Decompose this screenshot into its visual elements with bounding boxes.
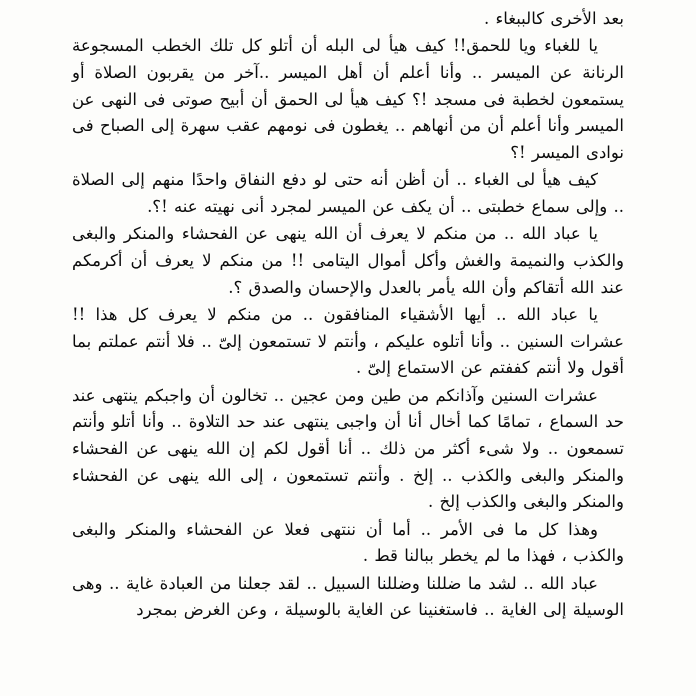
- paragraph-3: يا عباد الله .. من منكم لا يعرف أن الله ينهى عن الفحشاء والمنكر والبغى والكذب والنميمة والغش وأكل أموال اليتامى !! من منكم لا يعرف أن أكرمكم عند الله أتقاكم وأن الله يأمر بالعدل والإحسان والصدق ؟.: [72, 224, 624, 297]
- body-text-column: [72, 6, 624, 624]
- paragraph-7: عباد الله .. لشد ما ضللنا وضللنا السبيل .. لقد جعلنا من العبادة غاية .. وهى الوسيلة إلى الغاية .. فاستغنينا عن الغاية بالوسيلة ، وعن الغرض بمجرد: [72, 573, 624, 620]
- paragraph-0: بعد الأخرى كالببغاء .: [483, 9, 624, 28]
- paragraph-5: عشرات السنين وآذانكم من طين ومن عجين .. تخالون أن واجبكم ينتهى عند حد السماع ، تمامًا كما أخال أنا أن واجبى ينتهى عند حد التلاوة .. وأنا أتلو وأنتم تسمعون .. ولا شىء أكثر من ذلك .. أنا أقول لكم إن الله ينهى عن الفحشاء والمنكر والبغى والكذب .. إلخ . وأنتم تستمعون ، إلى الله ينهى عن الفحشاء والمنكر والبغى والكذب إلخ .: [72, 385, 624, 512]
- paragraph-2: كيف هيأ لى الغباء .. أن أظن أنه حتى لو دفع النفاق واحدًا منهم إلى الصلاة .. وإلى سماع خطبتى .. أن يكف عن الميسر لمجرد أنى نهيته عنه !؟.: [72, 170, 624, 217]
- paragraph-1: يا للغباء ويا للحمق!! كيف هيأ لى البله أن أتلو كل تلك الخطب المسجوعة الرنانة عن الميسر .. وأنا أعلم أن أهل الميسر ..آخر من يقربون الصلاة أو يستمعون لخطبة فى مسجد !؟ كيف هيأ لى الحمق أن أبيح صوتى فى النهى عن الميسر وأنا أعلم أن من أنهاهم .. يغطون فى نومهم عقب سهرة إلى الصباح فى نوادى الميسر !؟: [72, 36, 624, 163]
- paragraph-6: وهذا كل ما فى الأمر .. أما أن ننتهى فعلا عن الفحشاء والمنكر والبغى والكذب ، فهذا ما لم يخطر ببالنا قط .: [72, 519, 624, 566]
- paragraph-4: يا عباد الله .. أيها الأشقياء المنافقون .. من منكم لا يعرف كل هذا !! عشرات السنين .. وأنا أتلوه عليكم ، وأنتم لا تستمعون إلىّ .. فلا أنتم عملتم بما أقول ولا أنتم كففتم عن الاستماع إلىّ .: [72, 304, 624, 378]
